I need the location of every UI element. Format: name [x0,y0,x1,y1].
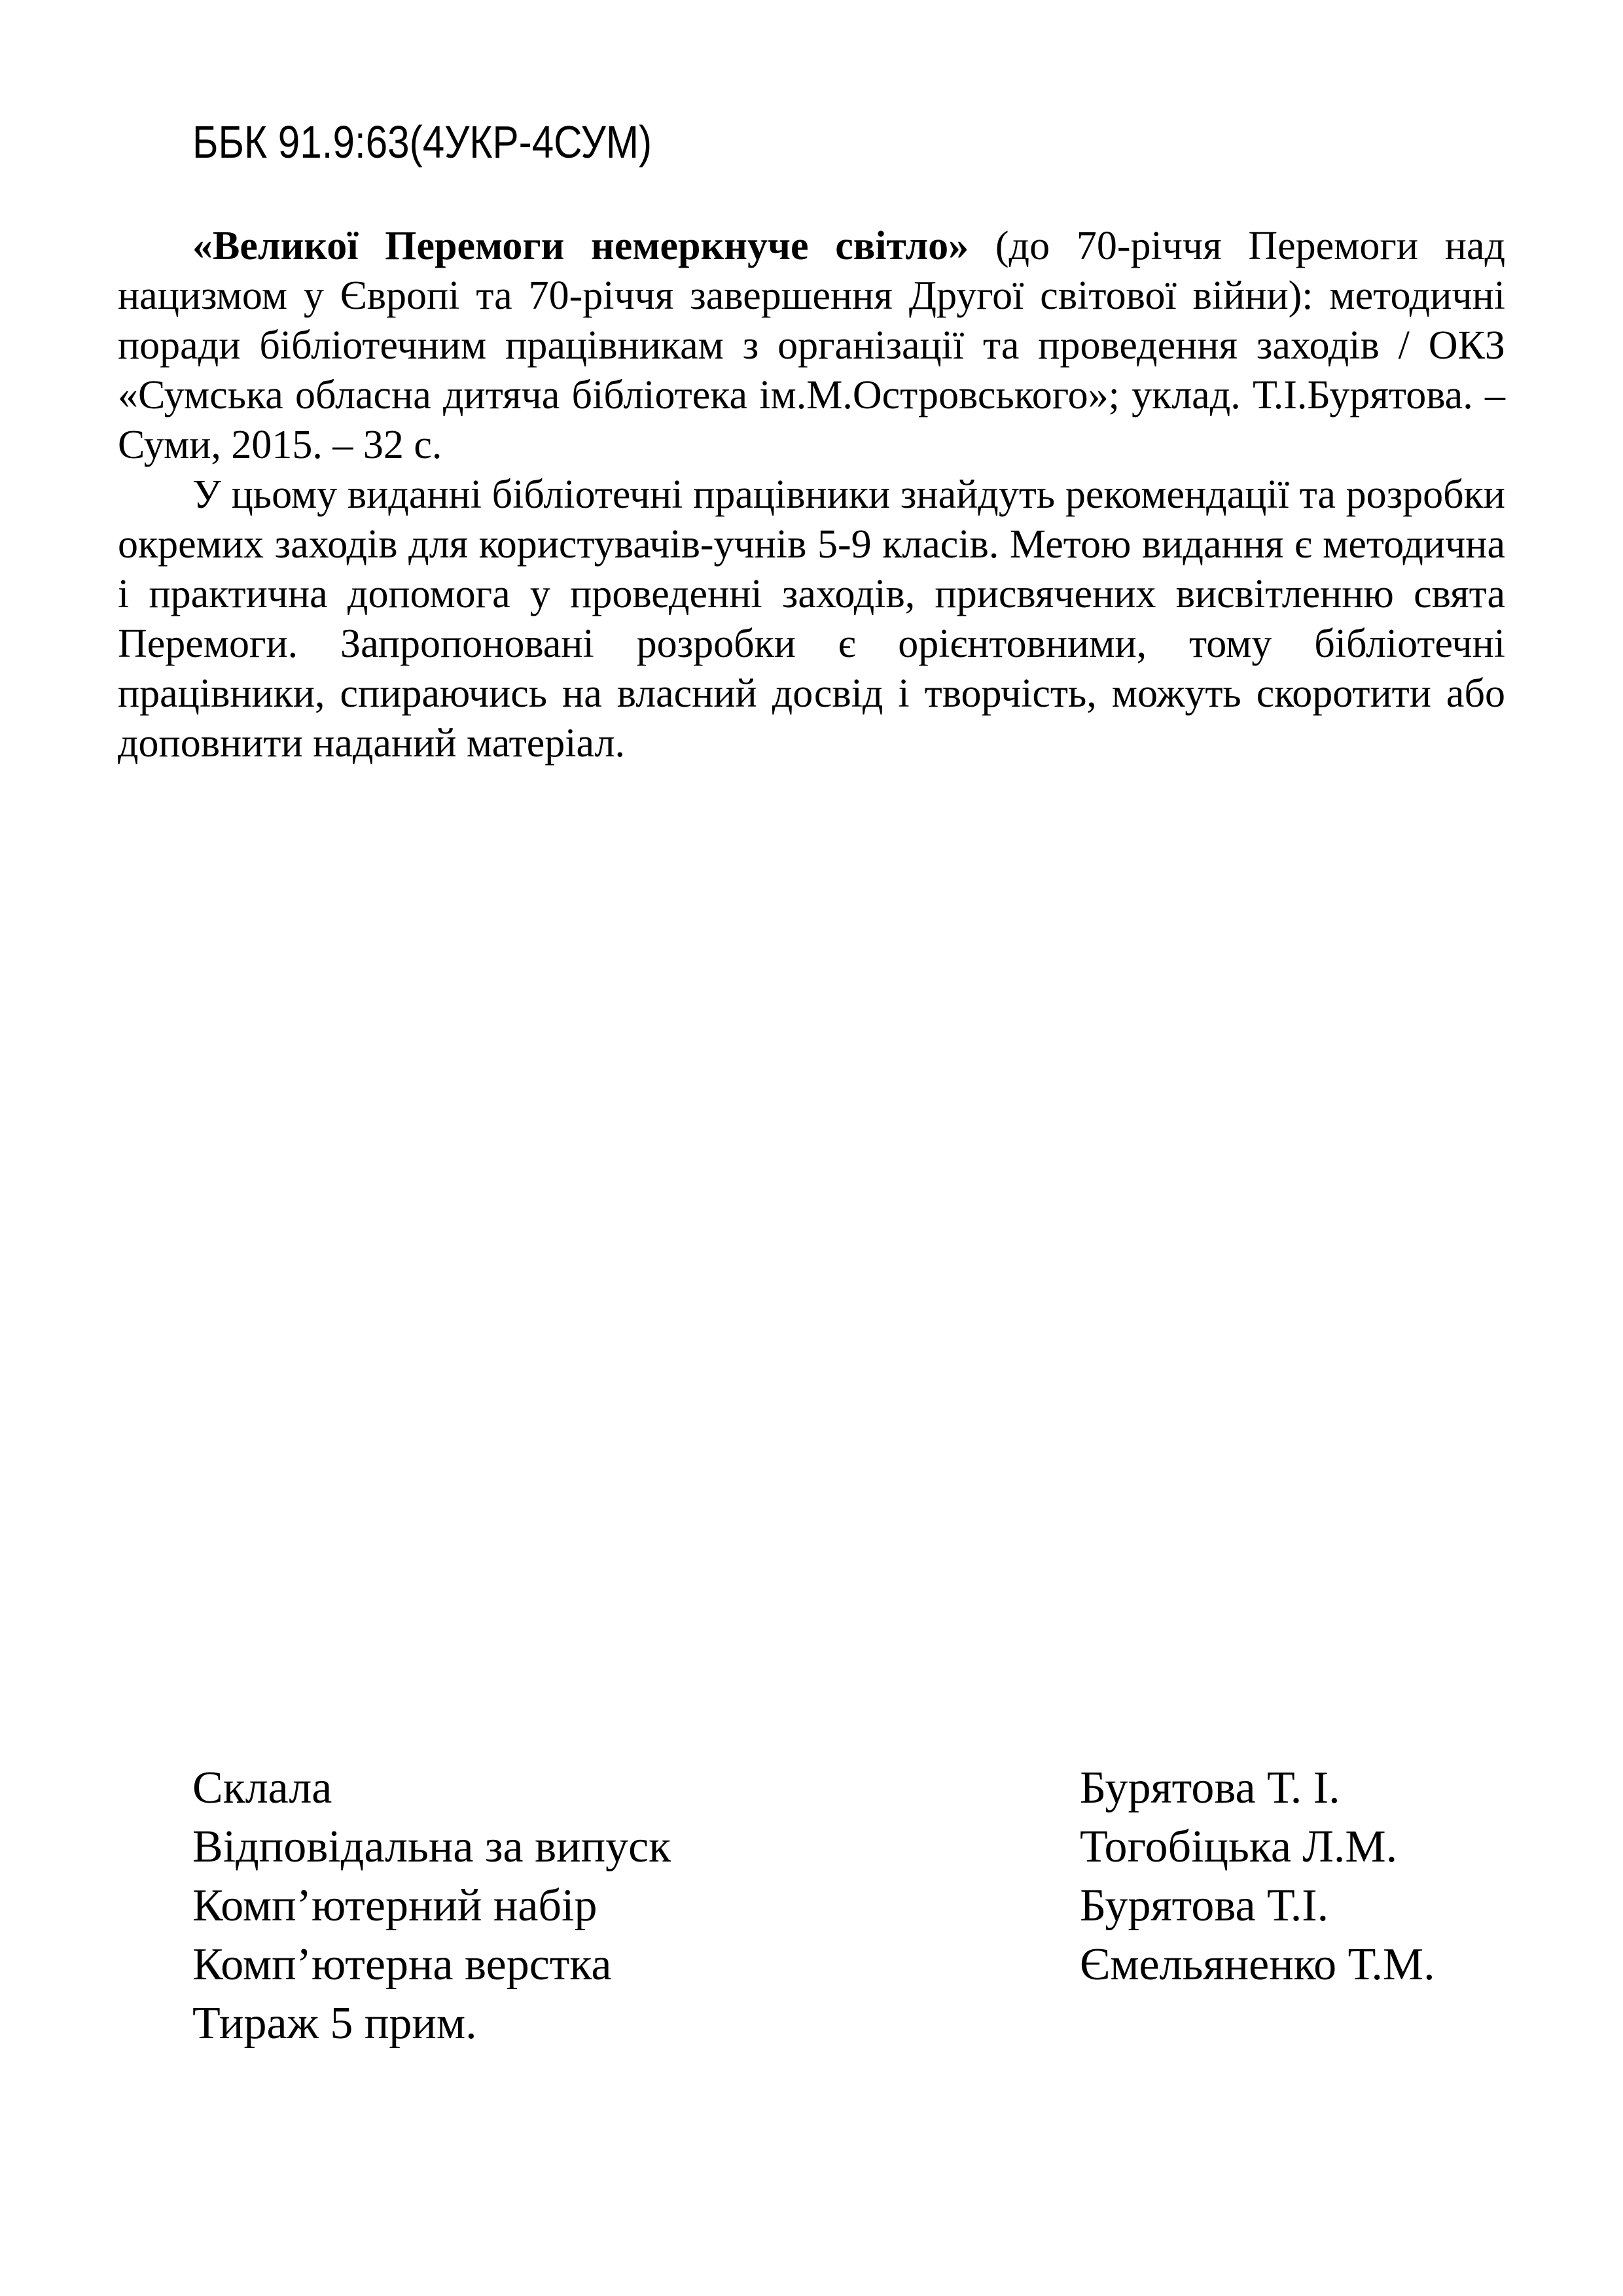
bibliographic-description [118,221,1505,768]
credit-row [192,1994,1501,2053]
annotation-paragraph: У цьому виданні бібліотечні працівники знайдуть рекомендації та розробки окремих заходів для користувачів-учнів 5-9 класів. Метою видання є методична і практична допомога у проведенні заходів, присвячених висвітленню свята Перемоги. Запропоновані розробки є орієнтовними, тому бібліотечні працівники, спираючись на власний досвід і творчість, можуть скоротити або доповнити наданий матеріал. [118,472,1505,766]
publication-title: «Великої Перемоги немеркнуче світло» [192,224,969,268]
imprint-credits [192,1759,1501,2053]
publication-details: (до 70-річчя Перемоги над нацизмом у Європі та 70-річчя завершення Другої світової війни): методичні поради бібліотечним працівникам з організації та проведення заходів / ОКЗ «Сумська обласна дитяча бібліотека ім.М.Островського»; уклад. Т.І.Бурятова. – Суми, 2015. – 32 с. [118,224,1506,467]
credit-role: Комп’ютерна верстка [192,1939,612,1990]
credit-role: Склала [192,1763,332,1813]
bbk-code: ББК 91.9:63(4УКР-4СУМ) [192,116,652,168]
credit-name: Тогобіцька Л.М. [1080,1822,1398,1872]
credit-row [192,1818,1501,1877]
print-run: Тираж 5 прим. [192,1998,477,2049]
credit-row [192,1759,1501,1818]
credit-role: Комп’ютерний набір [192,1881,597,1931]
bbk-classification [192,113,726,171]
credit-name: Ємельяненко Т.М. [1080,1939,1435,1990]
credit-name: Бурятова Т. І. [1080,1763,1340,1813]
bibliographic-entry [118,221,1505,470]
credit-name: Бурятова Т.І. [1080,1881,1329,1931]
credit-role: Відповідальна за випуск [192,1822,671,1872]
credit-row [192,1877,1501,1935]
credit-row [192,1935,1501,1994]
